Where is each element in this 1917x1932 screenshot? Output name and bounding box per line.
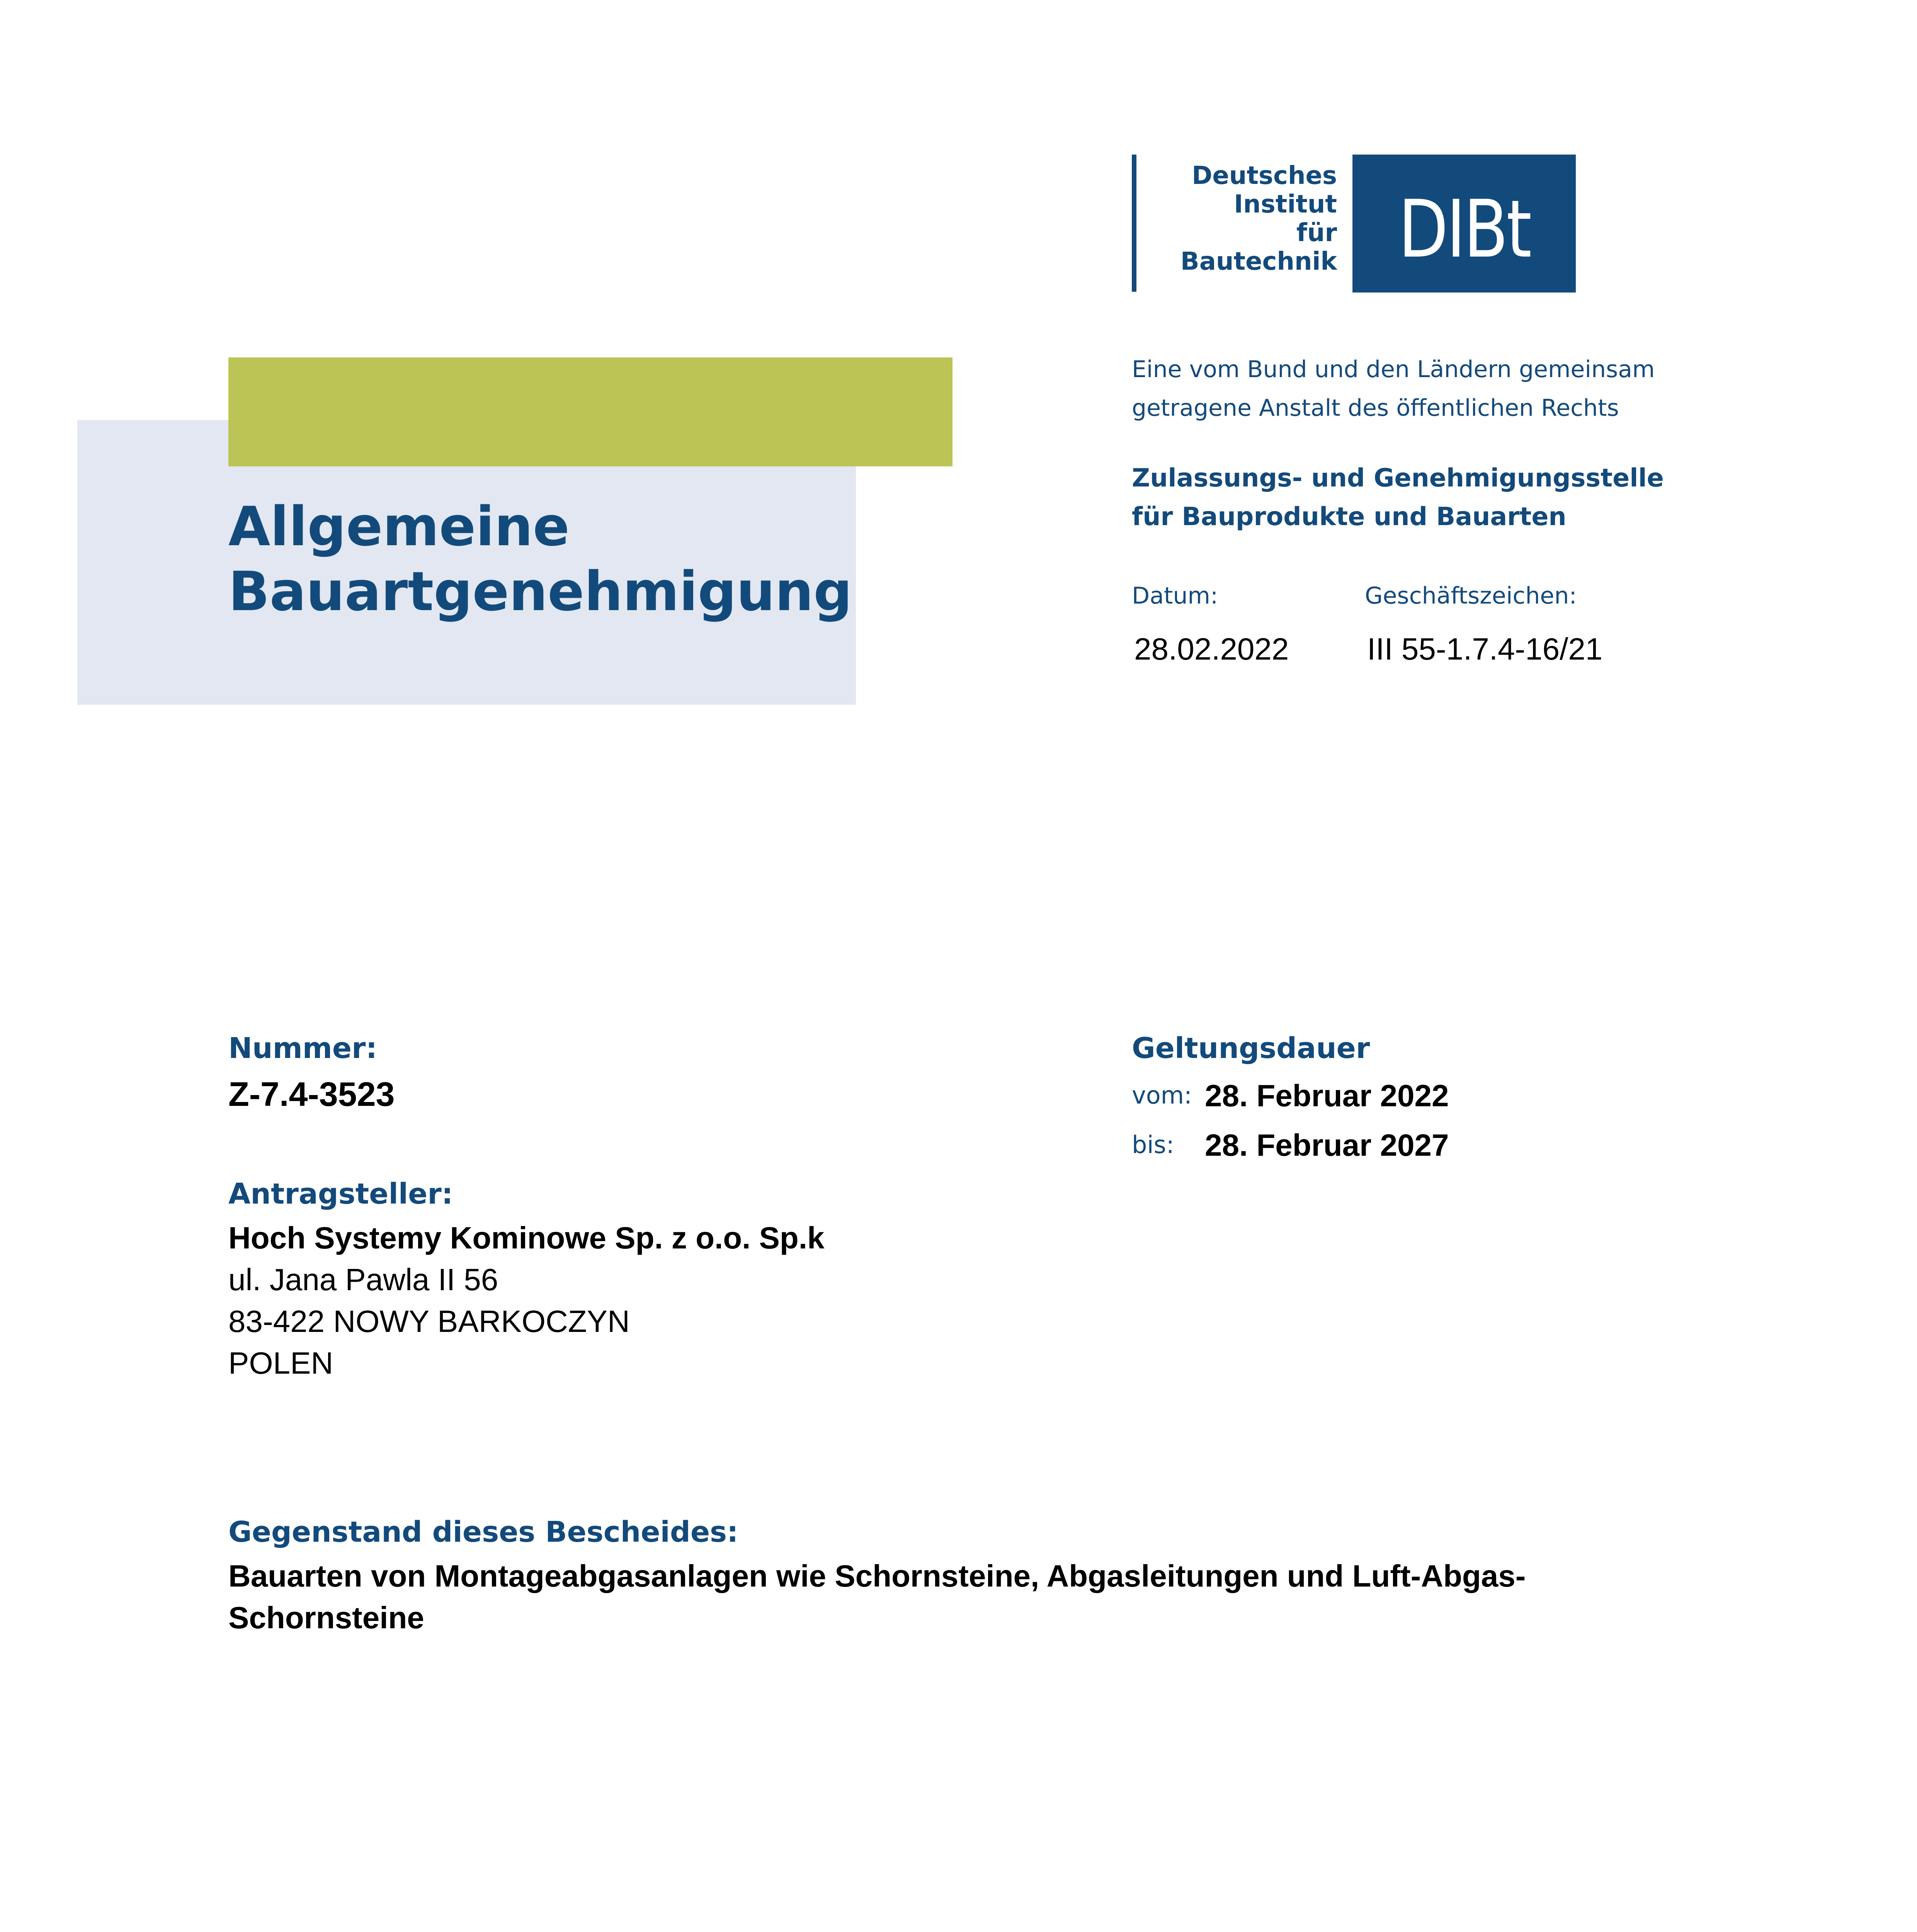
antragsteller-street: ul. Jana Pawla II 56	[228, 1262, 498, 1297]
antragsteller-name: Hoch Systemy Kominowe Sp. z o.o. Sp.k	[228, 1221, 825, 1255]
title-accent-bar	[228, 357, 953, 466]
logo-wordmark	[1155, 162, 1337, 276]
logo-box	[1352, 155, 1576, 293]
office-line-2: für Bauprodukte und Bauarten	[1132, 502, 1567, 531]
logo-word-2: Institut	[1234, 190, 1337, 219]
antragsteller-label: Antragsteller:	[228, 1177, 453, 1211]
gegenstand-label: Gegenstand dieses Bescheides:	[228, 1515, 738, 1549]
document-title-line-2: Bauartgenehmigung	[228, 560, 852, 623]
antragsteller-city: 83-422 NOWY BARKOCZYN	[228, 1304, 630, 1338]
datum-value: 28.02.2022	[1134, 632, 1289, 666]
vom-label: vom:	[1132, 1081, 1192, 1109]
tagline-line-1: Eine vom Bund und den Ländern gemeinsam	[1132, 356, 1655, 383]
vom-value: 28. Februar 2022	[1205, 1078, 1449, 1113]
document-title	[228, 495, 852, 624]
antragsteller-country: POLEN	[228, 1346, 333, 1380]
logo-box-text: DIBt	[1398, 184, 1530, 276]
nummer-value: Z-7.4-3523	[228, 1075, 395, 1113]
issuing-office	[1132, 459, 1866, 536]
document-title-line-1: Allgemeine	[228, 495, 570, 558]
tagline-line-2: getragene Anstalt des öffentlichen Rechts	[1132, 395, 1619, 422]
institution-tagline	[1132, 350, 1866, 427]
antragsteller-address	[228, 1217, 825, 1384]
logo-word-3: für	[1296, 219, 1337, 247]
geltungsdauer-label: Geltungsdauer	[1132, 1032, 1370, 1065]
bis-label: bis:	[1132, 1131, 1174, 1159]
logo-word-4: Bautechnik	[1180, 247, 1337, 276]
gegenstand-line-2: Schornsteine	[228, 1600, 424, 1635]
gegenstand-text	[228, 1555, 1774, 1639]
geschaeftszeichen-label: Geschäftszeichen:	[1365, 582, 1577, 609]
nummer-label: Nummer:	[228, 1032, 378, 1065]
bis-value: 28. Februar 2027	[1205, 1128, 1449, 1162]
datum-label: Datum:	[1132, 582, 1218, 609]
office-line-1: Zulassungs- und Genehmigungsstelle	[1132, 464, 1664, 493]
logo-divider	[1132, 155, 1136, 292]
logo-word-1: Deutsches	[1192, 162, 1337, 190]
geschaeftszeichen-value: III 55-1.7.4-16/21	[1367, 632, 1603, 666]
gegenstand-line-1: Bauarten von Montageabgasanlagen wie Schornsteine, Abgasleitungen und Luft-Abgas-	[228, 1559, 1526, 1593]
